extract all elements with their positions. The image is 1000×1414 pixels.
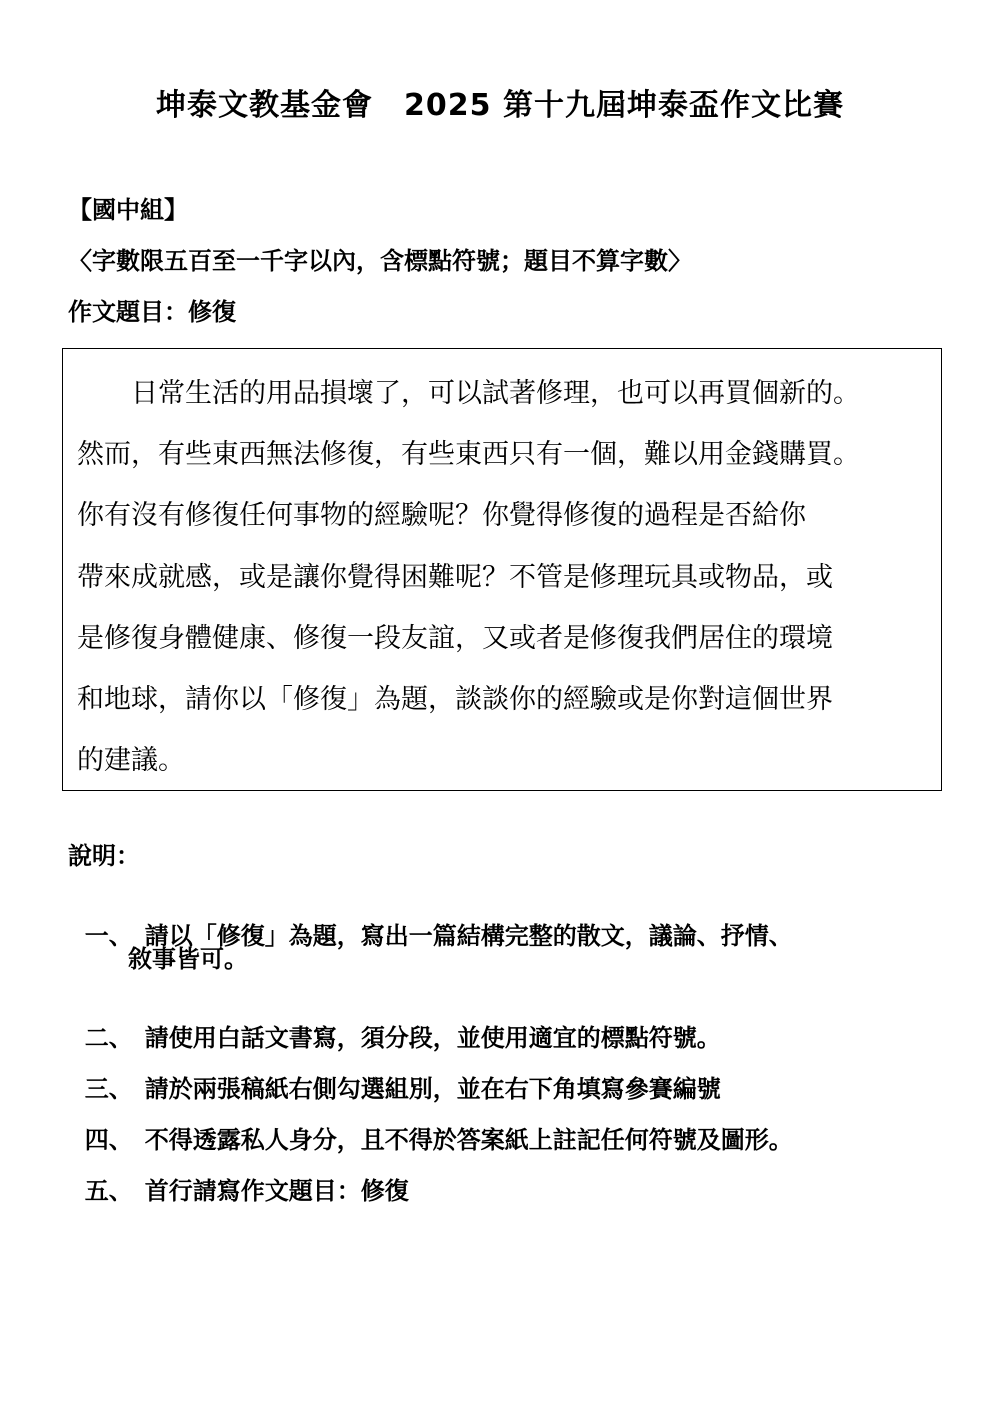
notes-heading: 說明： [68,842,140,870]
prompt-line: 你有沒有修復任何事物的經驗呢？你覺得修復的過程是否給你 [77,500,806,531]
note-text-continued: 敘事皆可。 [128,945,248,973]
note-number: 四、 [84,1126,133,1154]
document-title: 坤泰文教基金會 2025 第十九屆坤泰盃作文比賽 [156,88,844,123]
note-text: 不得透露私人身分，且不得於答案紙上註記任何符號及圖形。 [144,1126,793,1154]
group-label: 【國中組】 [68,196,188,224]
prompt-line: 和地球，請你以「修復」為題，談談你的經驗或是你對這個世界 [77,684,833,715]
note-text: 首行請寫作文題目：修復 [144,1177,409,1205]
note-number: 五、 [84,1177,133,1205]
note-text: 請以「修復」為題，寫出一篇結構完整的散文，議論、抒情、 [144,922,793,950]
prompt-line: 帶來成就感，或是讓你覺得困難呢？不管是修理玩具或物品，或 [77,562,833,593]
prompt-line: 的建議。 [77,745,185,776]
topic-label: 作文題目：修復 [68,298,236,326]
prompt-line: 然而，有些東西無法修復，有些東西只有一個，難以用金錢購買。 [77,439,860,470]
word-limit: 〈字數限五百至一千字以內，含標點符號；題目不算字數〉 [68,247,692,275]
note-text: 請於兩張稿紙右側勾選組別，並在右下角填寫參賽編號 [144,1075,721,1103]
prompt-line: 日常生活的用品損壞了，可以試著修理，也可以再買個新的。 [77,378,860,409]
note-number: 二、 [84,1024,133,1052]
prompt-box [62,348,942,791]
note-text: 請使用白話文書寫，須分段，並使用適宜的標點符號。 [144,1024,721,1052]
note-number: 三、 [84,1075,133,1103]
prompt-line: 是修復身體健康、修復一段友誼，又或者是修復我們居住的環境 [77,623,833,654]
note-item [68,1143,409,1206]
note-number: 一、 [84,922,133,950]
